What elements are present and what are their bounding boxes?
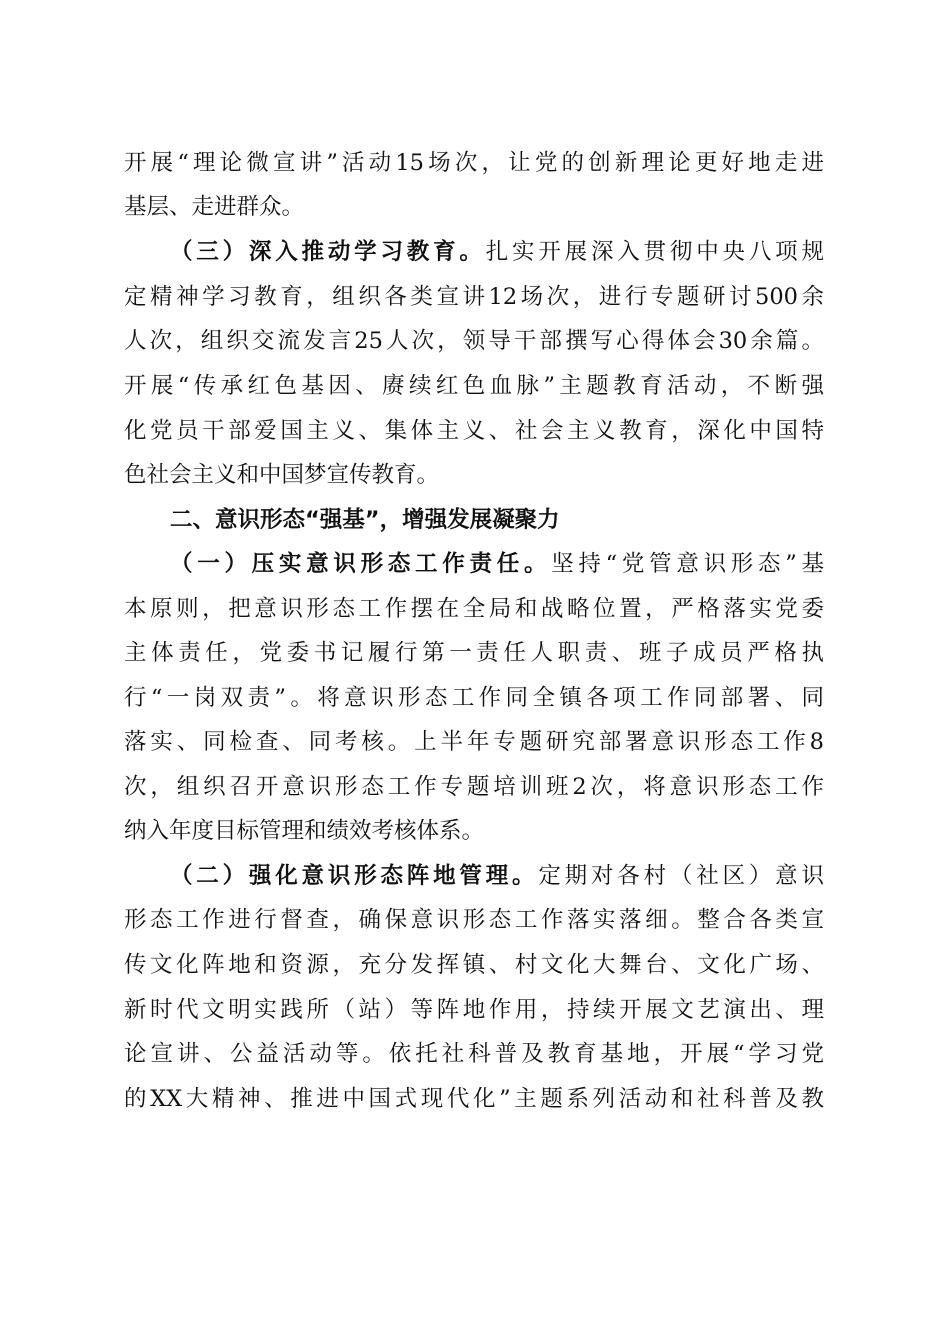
- paragraph-line: 新时代文明实践所（站）等阵地作用，持续开展文艺演出、理: [124, 997, 824, 1023]
- paragraph-line: 落实、同检查、同考核。上半年专题研究部署意识形态工作8: [124, 729, 824, 755]
- paragraph-line: 纳入年度目标管理和绩效考核体系。: [124, 818, 485, 844]
- paragraph-line: 开展“理论微宣讲”活动15场次，让党的创新理论更好地走进: [124, 150, 824, 176]
- paragraph-line: [170, 856, 824, 896]
- paragraph-line: [170, 544, 824, 584]
- paragraph-line: 人次，组织交流发言25人次，领导干部撰写心得体会30余篇。: [124, 328, 824, 354]
- section-lead-heading: （一）压实意识形态工作责任。: [170, 551, 552, 577]
- paragraph-line: 行“一岗双责”。将意识形态工作同全镇各项工作同部署、同: [124, 685, 824, 711]
- paragraph-line: 传文化阵地和资源，充分发挥镇、村文化大舞台、文化广场、: [124, 952, 824, 978]
- paragraph-line: 定精神学习教育，组织各类宣讲12场次，进行专题研讨500余: [124, 284, 824, 310]
- paragraph-text: 坚持“党管意识形态”基: [551, 551, 824, 577]
- paragraph-line: 本原则，把意识形态工作摆在全局和战略位置，严格落实党委: [124, 596, 824, 622]
- paragraph-line: [170, 232, 824, 272]
- section-lead-heading: （三）深入推动学习教育。: [170, 239, 486, 265]
- section-heading: 二、意识形态“强基”，增强发展凝聚力: [170, 507, 560, 533]
- paragraph-line: 次，组织召开意识形态工作专题培训班2次，将意识形态工作: [124, 774, 824, 800]
- paragraph-line: 形态工作进行督查，确保意识形态工作落实落细。整合各类宣: [124, 907, 824, 933]
- paragraph-line: 化党员干部爱国主义、集体主义、社会主义教育，深化中国特: [124, 418, 824, 444]
- section-lead-heading: （二）强化意识形态阵地管理。: [170, 863, 539, 889]
- paragraph-line: 的XX大精神、推进中国式现代化”主题系列活动和社科普及教: [124, 1086, 824, 1112]
- paragraph-text: 定期对各村（社区）意识: [538, 863, 824, 889]
- paragraph-line: 色社会主义和中国梦宣传教育。: [124, 462, 440, 488]
- paragraph-line: 基层、走进群众。: [124, 194, 305, 220]
- paragraph-line: 主体责任，党委书记履行第一责任人职责、班子成员严格执: [124, 640, 824, 666]
- paragraph-text: 扎实开展深入贯彻中央八项规: [485, 239, 824, 265]
- paragraph-line: 论宣讲、公益活动等。依托社科普及教育基地，开展“学习党: [124, 1041, 824, 1067]
- paragraph-line: 开展“传承红色基因、赓续红色血脉”主题教育活动，不断强: [124, 373, 824, 399]
